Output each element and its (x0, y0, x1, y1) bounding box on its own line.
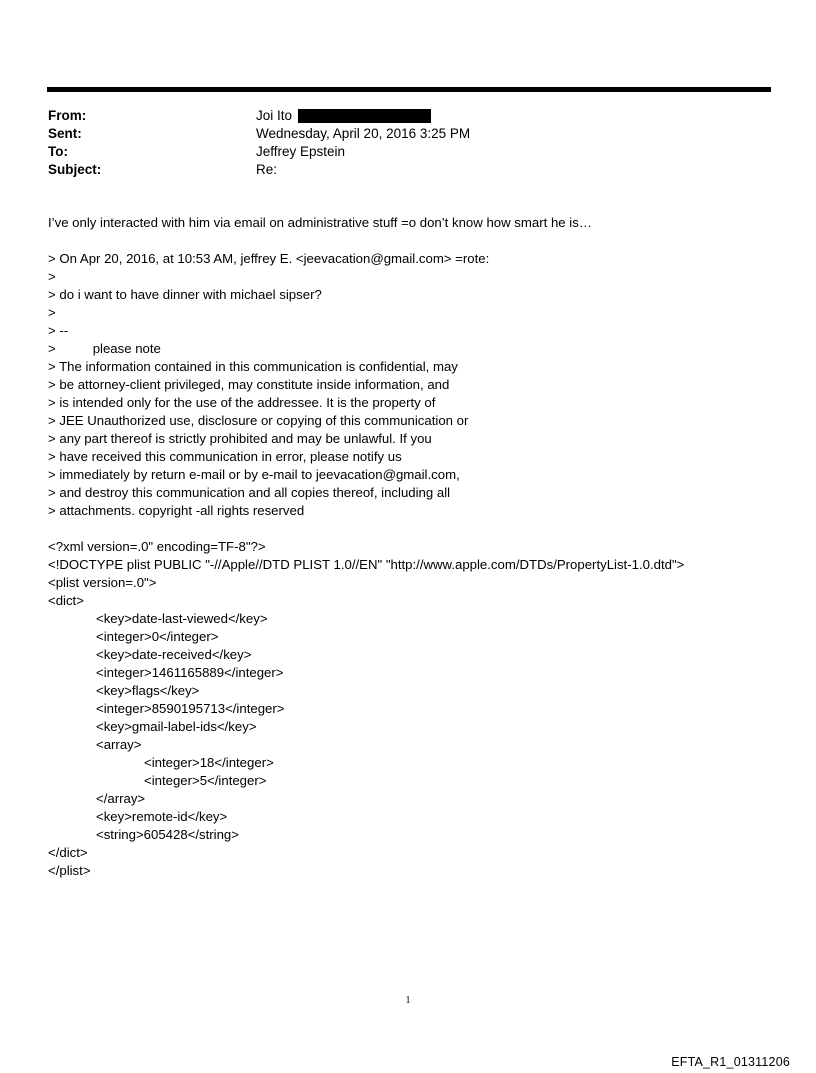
plist-key: <key>date-last-viewed</key> (96, 611, 268, 626)
plist-value: <integer>0</integer> (96, 629, 219, 644)
plist-open-tag: <plist version=.0"> (48, 575, 157, 590)
disclaimer-line: > The information contained in this communication is confidential, may (48, 359, 458, 374)
from-label: From: (48, 108, 87, 123)
quote-question: > do i want to have dinner with michael sipser? (48, 287, 322, 302)
email-header (48, 107, 470, 179)
quote-line: > (48, 305, 56, 320)
plist-close-tag: </plist> (48, 863, 91, 878)
quote-note-line (48, 340, 788, 358)
sent-row (48, 125, 470, 143)
plist-key: <key>gmail-label-ids</key> (96, 719, 257, 734)
quote-note: please note (92, 341, 161, 356)
plist-doctype: <!DOCTYPE plist PUBLIC "-//Apple//DTD PLIST 1.0//EN" "http://www.apple.com/DTDs/PropertyList-1.0.dtd"> (48, 557, 685, 572)
subject-value: Re: (256, 162, 278, 177)
disclaimer-line: > any part thereof is strictly prohibited and may be unlawful. If you (48, 431, 432, 446)
subject-row (48, 161, 470, 179)
to-value: Jeffrey Epstein (256, 144, 346, 159)
sent-value: Wednesday, April 20, 2016 3:25 PM (256, 126, 471, 141)
disclaimer-line: > be attorney-client privileged, may constitute inside information, and (48, 377, 450, 392)
plist-value: <integer>1461165889</integer> (96, 665, 284, 680)
disclaimer-line: > immediately by return e-mail or by e-mail to jeevacation@gmail.com, (48, 467, 460, 482)
disclaimer-line: > is intended only for the use of the addressee. It is the property of (48, 395, 436, 410)
array-item: <integer>5</integer> (144, 773, 267, 788)
disclaimer-line: > JEE Unauthorized use, disclosure or copying of this communication or (48, 413, 469, 428)
array-item: <integer>18</integer> (144, 755, 274, 770)
sent-label: Sent: (48, 126, 82, 141)
reply-text: I’ve only interacted with him via email on administrative stuff =o don’t know how smart he is… (48, 215, 592, 230)
plist-key: <key>flags</key> (96, 683, 200, 698)
dict-close-tag: </dict> (48, 845, 88, 860)
quote-header: > On Apr 20, 2016, at 10:53 AM, jeffrey E. <jeevacation@gmail.com> =rote: (48, 251, 490, 266)
email-body (48, 214, 788, 880)
disclaimer-line: > and destroy this communication and all copies thereof, including all (48, 485, 451, 500)
quote-signature-separator: > -- (48, 323, 69, 338)
to-label: To: (48, 144, 68, 159)
subject-label: Subject: (48, 162, 102, 177)
from-row (48, 107, 470, 125)
array-close-tag: </array> (96, 791, 146, 806)
from-value (256, 107, 431, 125)
dict-open-tag: <dict> (48, 593, 84, 608)
plist-value: <string>605428</string> (96, 827, 239, 842)
plist-key: <key>remote-id</key> (96, 809, 228, 824)
array-open-tag: <array> (96, 737, 142, 752)
plist-key: <key>date-received</key> (96, 647, 252, 662)
redaction-box (298, 109, 431, 123)
to-row (48, 143, 470, 161)
plist-value: <integer>8590195713</integer> (96, 701, 285, 716)
disclaimer-line: > have received this communication in error, please notify us (48, 449, 402, 464)
from-name: Joi Ito (256, 108, 293, 123)
quote-line: > (48, 269, 56, 284)
quote-marker: > (48, 341, 56, 356)
page-number: 1 (405, 995, 411, 1006)
header-divider (47, 87, 771, 92)
disclaimer-line: > attachments. copyright -all rights reserved (48, 503, 305, 518)
document-id: EFTA_R1_01311206 (671, 1055, 790, 1069)
plist-xml-declaration: <?xml version=.0" encoding=TF-8"?> (48, 539, 266, 554)
